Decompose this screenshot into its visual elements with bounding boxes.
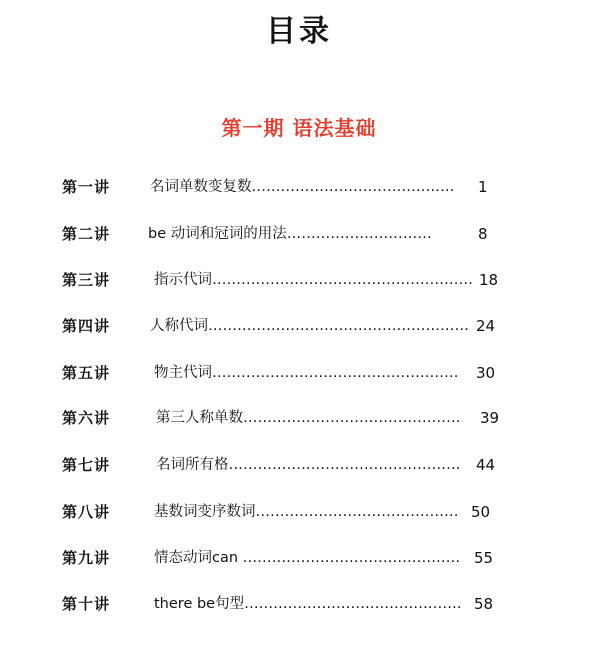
toc-lecture-label: 第六讲 — [62, 409, 111, 427]
toc-page-number: 44 — [476, 456, 496, 474]
toc-page-number: 30 — [476, 364, 496, 382]
toc-entry: 第三人称单数……………………………………… — [156, 410, 461, 426]
toc-lecture-label: 第三讲 — [62, 271, 111, 289]
toc-entry: 名词单数变复数…………………………………… — [150, 179, 455, 195]
toc-entry: 指示代词……………………………………………… — [154, 272, 473, 288]
toc-lecture-label: 第二讲 — [62, 225, 111, 243]
toc-lecture-label: 第九讲 — [62, 549, 111, 567]
toc-lecture-label: 第一讲 — [62, 178, 111, 196]
toc-lecture-label: 第七讲 — [62, 456, 111, 474]
page-title: 目录 — [266, 14, 332, 49]
toc-entry: 物主代词…………………………………………… — [154, 365, 459, 381]
toc-entry: be 动词和冠词的用法………………………… — [148, 226, 432, 242]
toc-lecture-label: 第四讲 — [62, 317, 111, 335]
toc-lecture-label: 第五讲 — [62, 364, 111, 382]
toc-entry: 情态动词can ……………………………………… — [154, 550, 461, 566]
toc-page-number: 55 — [474, 549, 494, 567]
toc-page-number: 39 — [480, 409, 500, 427]
section-title: 第一期 语法基础 — [221, 116, 377, 140]
toc-page-number: 1 — [478, 178, 488, 196]
toc-lecture-label: 第十讲 — [62, 595, 111, 613]
toc-page-number: 50 — [471, 503, 491, 521]
toc-entry: 名词所有格………………………………………… — [156, 457, 461, 473]
toc-page-number: 18 — [479, 271, 499, 289]
toc-page-number: 8 — [478, 225, 488, 243]
toc-page-number: 24 — [476, 317, 496, 335]
toc-entry: there be句型……………………………………… — [154, 596, 462, 612]
toc-entry: 基数词变序数词…………………………………… — [154, 504, 459, 520]
toc-page-number: 58 — [474, 595, 494, 613]
toc-entry: 人称代词……………………………………………… — [150, 318, 469, 334]
toc-lecture-label: 第八讲 — [62, 503, 111, 521]
